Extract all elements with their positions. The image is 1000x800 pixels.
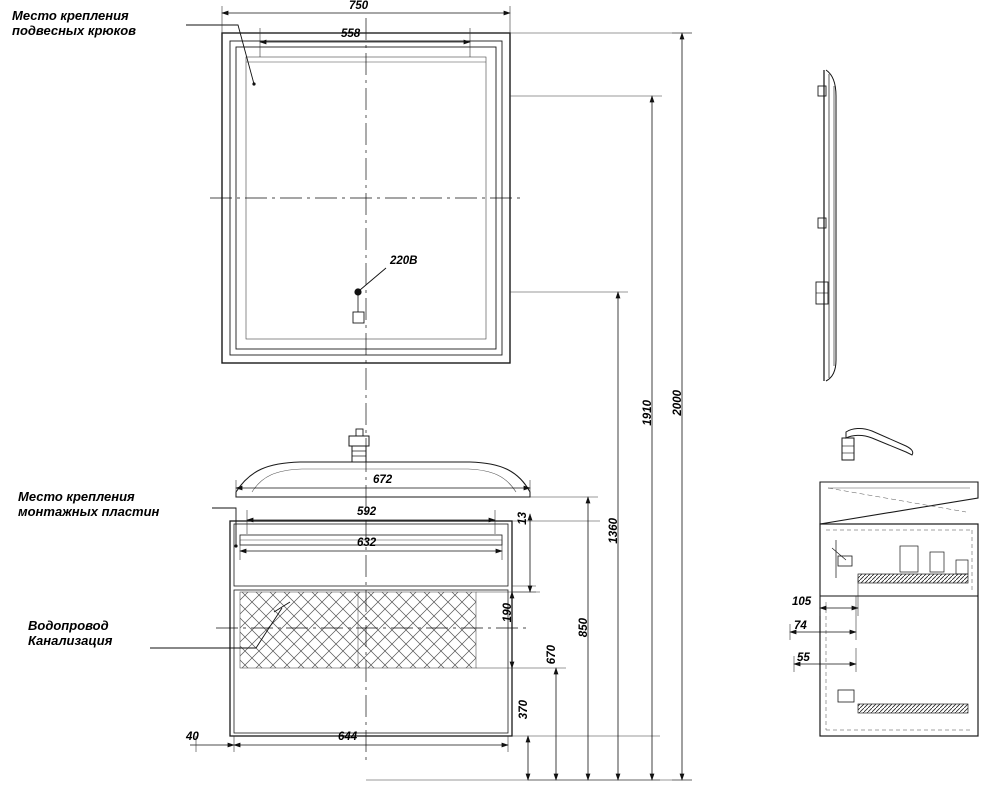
hook-mount-note-line2: подвесных крюков: [12, 23, 137, 39]
plumbing-note-line2: Канализация: [28, 633, 113, 649]
dim-side-74: 74: [794, 620, 807, 632]
dim-cabinet-inner-632: 632: [357, 537, 377, 549]
dim-height-850: 850: [578, 618, 590, 638]
dim-height-1360: 1360: [608, 518, 620, 544]
hook-mount-note: [12, 8, 136, 39]
dim-side-105: 105: [792, 596, 812, 608]
dim-cabinet-top-width: 672: [373, 474, 393, 486]
power-label: 220В: [390, 255, 418, 267]
dim-drawer-gap: 13: [517, 512, 529, 525]
dim-height-370: 370: [518, 700, 530, 720]
dim-mirror-inner-width: 558: [341, 28, 361, 40]
dim-cabinet-base-width: 644: [338, 731, 358, 743]
dim-height-670: 670: [546, 645, 558, 665]
dim-side-55: 55: [797, 652, 810, 664]
plumbing-note: [28, 618, 112, 649]
plate-mount-note: [18, 489, 159, 520]
plate-mount-note-line1: Место крепления: [18, 489, 135, 504]
dim-height-2000: 2000: [672, 390, 684, 416]
dim-height-1910: 1910: [642, 400, 654, 426]
hook-mount-note-line1: Место крепления: [12, 8, 129, 23]
plumbing-note-line1: Водопровод: [28, 618, 109, 633]
dim-left-offset: 40: [186, 731, 199, 743]
plate-mount-note-line2: монтажных пластин: [18, 504, 160, 520]
dim-drawer-height: 190: [502, 603, 514, 623]
dim-cabinet-inner-592: 592: [357, 506, 377, 518]
dim-mirror-width: 750: [349, 0, 369, 12]
